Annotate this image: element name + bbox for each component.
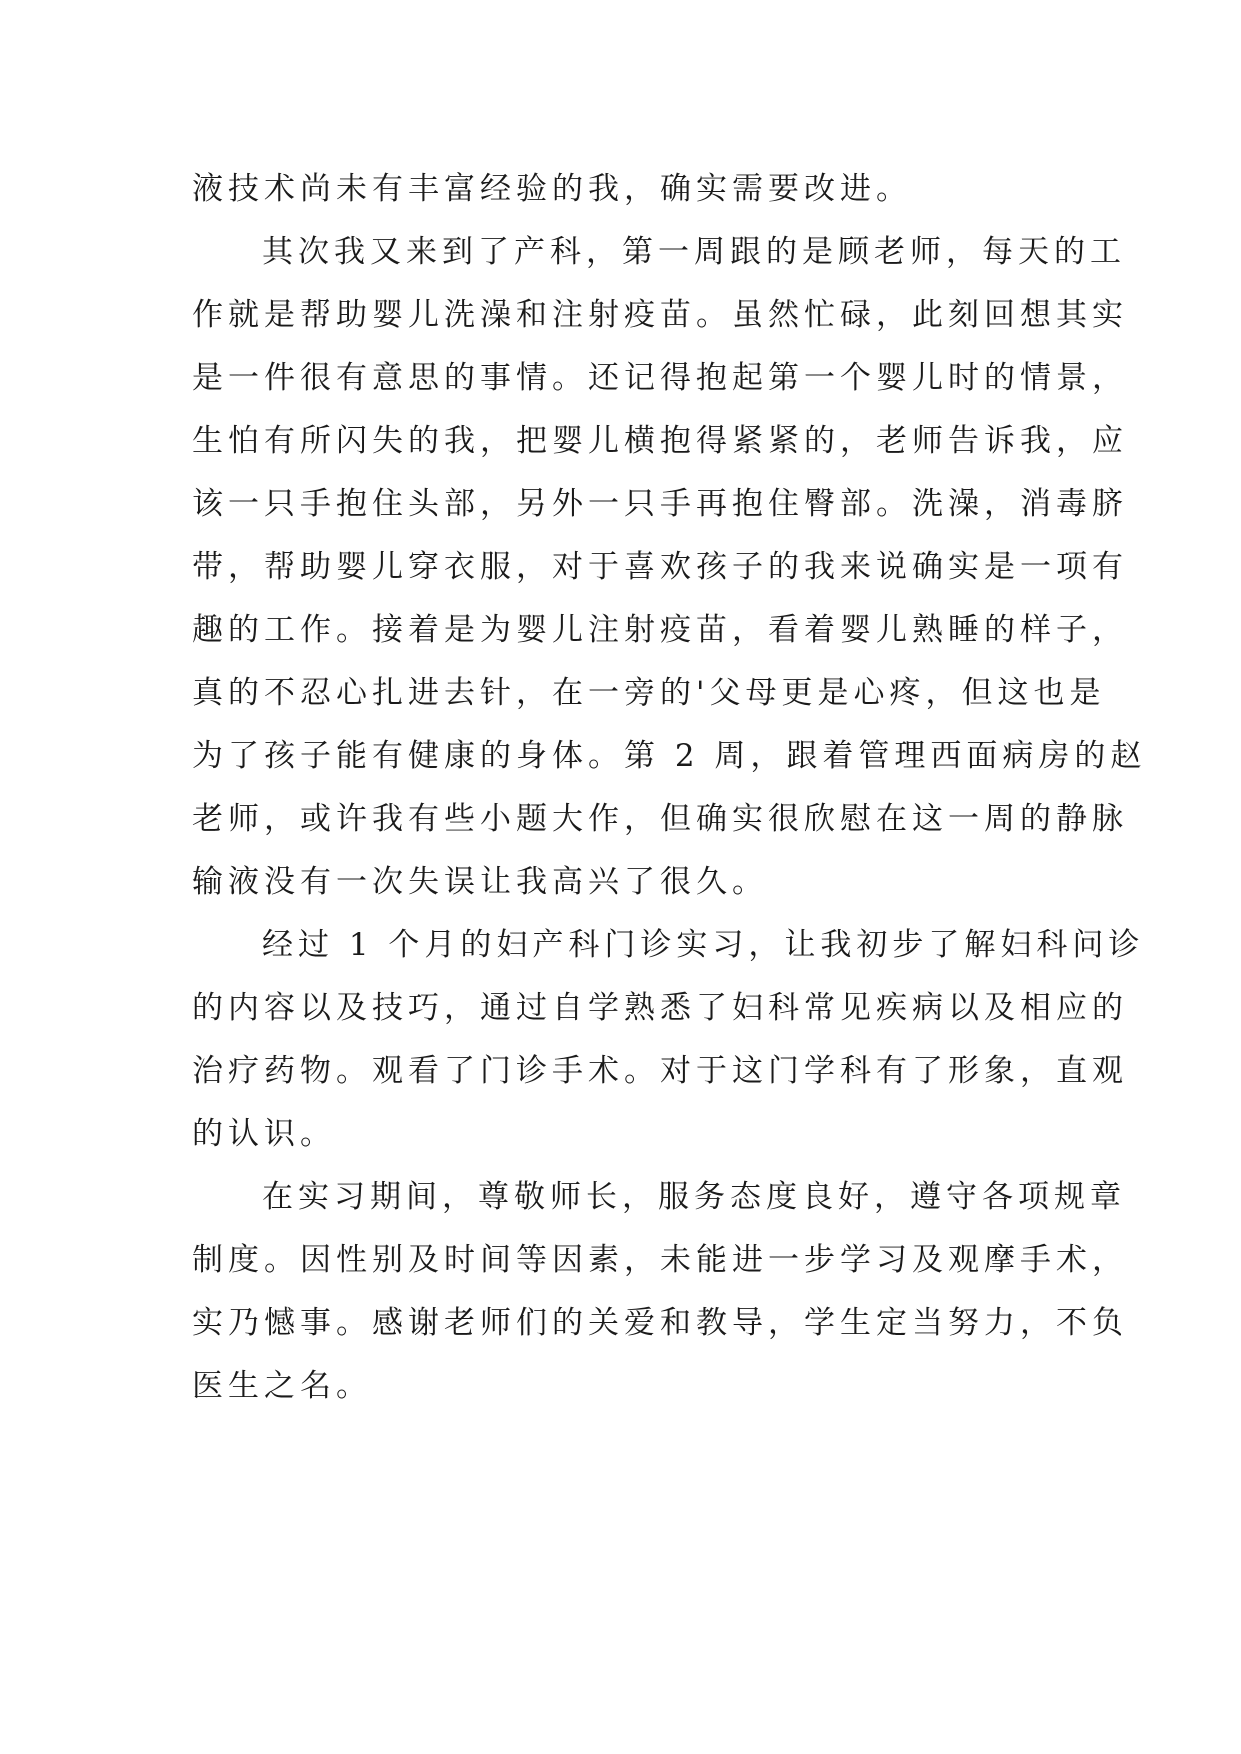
paragraph-line: 老师，或许我有些小题大作，但确实很欣慰在这一周的静脉 (192, 801, 1128, 837)
paragraph-line: 该一只手抱住头部，另外一只手再抱住臀部。洗澡，消毒脐 (192, 486, 1128, 522)
paragraph-line: 为了孩子能有健康的身体。第 2 周，跟着管理西面病房的赵 (192, 738, 1147, 774)
paragraph-line: 是一件很有意思的事情。还记得抱起第一个婴儿时的情景， (192, 360, 1128, 396)
paragraph-line: 液技术尚未有丰富经验的我，确实需要改进。 (192, 171, 912, 207)
document-body (192, 158, 1147, 1418)
paragraph-2 (192, 221, 1147, 914)
paragraph-line: 作就是帮助婴儿洗澡和注射疫苗。虽然忙碌，此刻回想其实 (192, 297, 1128, 333)
paragraph-4 (192, 1166, 1128, 1418)
paragraph-line: 带，帮助婴儿穿衣服，对于喜欢孩子的我来说确实是一项有 (192, 549, 1128, 585)
paragraph-line: 在实习期间，尊敬师长，服务态度良好，遵守各项规章 (262, 1179, 1126, 1215)
paragraph-line: 治疗药物。观看了门诊手术。对于这门学科有了形象，直观 (192, 1053, 1128, 1089)
paragraph-line: 经过 1 个月的妇产科门诊实习，让我初步了解妇科问诊 (262, 927, 1145, 963)
paragraph-3 (192, 914, 1145, 1166)
paragraph-line: 的认识。 (192, 1116, 336, 1152)
paragraph-line: 其次我又来到了产科，第一周跟的是顾老师，每天的工 (262, 234, 1126, 270)
paragraph-1 (192, 158, 1082, 221)
paragraph-line: 趣的工作。接着是为婴儿注射疫苗，看着婴儿熟睡的样子， (192, 612, 1128, 648)
paragraph-line: 真的不忍心扎进去针，在一旁的'父母更是心疼，但这也是 (192, 675, 1106, 711)
paragraph-line: 的内容以及技巧，通过自学熟悉了妇科常见疾病以及相应的 (192, 990, 1128, 1026)
paragraph-line: 输液没有一次失误让我高兴了很久。 (192, 864, 768, 900)
paragraph-line: 制度。因性别及时间等因素，未能进一步学习及观摩手术， (192, 1242, 1128, 1278)
paragraph-line: 实乃憾事。感谢老师们的关爱和教导，学生定当努力，不负 (192, 1305, 1128, 1341)
paragraph-line: 医生之名。 (192, 1368, 372, 1404)
paragraph-line: 生怕有所闪失的我，把婴儿横抱得紧紧的，老师告诉我，应 (192, 423, 1128, 459)
